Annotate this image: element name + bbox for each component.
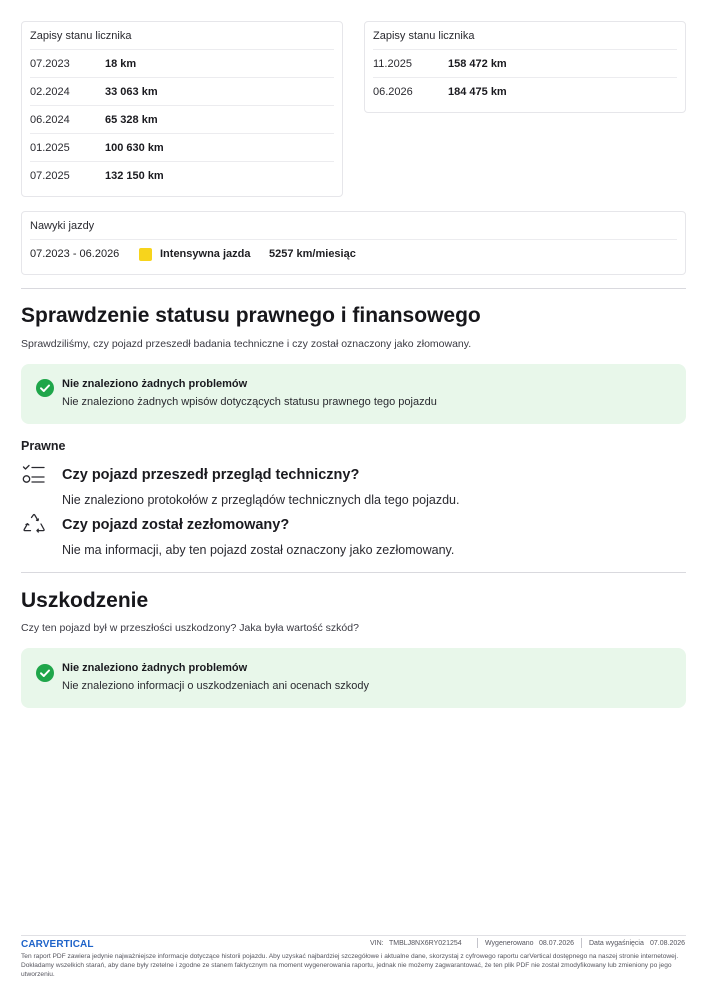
damage-ok-banner: [21, 648, 686, 708]
scrapped-question: Czy pojazd został zezłomowany?: [62, 517, 290, 533]
odometer-row: [30, 134, 334, 162]
record-date: 11.2025: [373, 57, 412, 70]
legal-ok-banner: [21, 364, 686, 424]
record-value: 184 475 km: [448, 86, 507, 98]
record-value: 65 328 km: [105, 113, 158, 126]
vin-value: TMBLJ8NX6RY021254: [389, 940, 462, 947]
expiry-label: Data wygaśnięcia: [589, 940, 644, 947]
odometer-row: [373, 78, 677, 106]
record-value: 33 063 km: [105, 85, 158, 98]
record-date: 06.2024: [30, 113, 70, 126]
ok-title: Nie znaleziono żadnych problemów: [62, 662, 248, 674]
odometer-row: [30, 78, 334, 106]
record-date: 06.2026: [373, 86, 413, 98]
damage-section-subtitle: Czy ten pojazd był w przeszłości uszkodzony? Jaka była wartość szkód?: [21, 622, 359, 634]
section-divider: [21, 288, 686, 289]
damage-section-heading: Uszkodzenie: [21, 589, 149, 612]
record-value: 18 km: [105, 57, 137, 70]
recycle-icon: [22, 513, 46, 537]
vin-label: VIN:: [370, 940, 384, 947]
checklist-icon: [22, 463, 46, 487]
record-date: 02.2024: [30, 85, 70, 98]
generated-label: Wygenerowano: [485, 940, 534, 947]
driving-style: Intensywna jazda: [160, 248, 251, 260]
intensity-indicator: [139, 248, 152, 261]
inspection-question: Czy pojazd przeszedł przegląd techniczny?: [62, 467, 360, 483]
generated-date: 08.07.2026: [539, 940, 575, 947]
record-value: 158 472 km: [448, 57, 507, 70]
odometer-records-card-right: [364, 21, 686, 113]
ok-text: Nie znaleziono informacji o uszkodzeniach ani ocenach szkody: [62, 680, 369, 692]
inspection-answer: Nie znaleziono protokołów z przeglądów technicznych dla tego pojazdu.: [62, 493, 460, 507]
scrapped-answer: Nie ma informacji, aby ten pojazd został oznaczony jako zezłomowany.: [62, 543, 455, 557]
record-date: 01.2025: [30, 141, 70, 154]
driving-habits-card: [21, 211, 686, 275]
odometer-row: [373, 50, 677, 78]
record-date: 07.2025: [30, 170, 70, 182]
section-divider: [21, 572, 686, 573]
footer-disclaimer: Ten raport PDF zawiera jedynie najważniejsze informacje dotyczące historii pojazdu. Aby uzyskać najbardziej szczegółowe i aktualne dane, skorzystaj z cyfrowego raportu carVertical dostępnego na naszej stronie internetowej. Dokładamy wszelkich starań, aby dane były rzetelne i zgodne ze stanem faktycznym na moment wygenerowania raportu, jednak nie możemy zagwarantować, że ten plik PDF nie został zmodyfikowany lub zmieniony po jego utworzeniu.: [21, 953, 679, 978]
expiry-date: 07.08.2026: [650, 940, 686, 947]
footer-separator: [477, 938, 478, 948]
ok-title: Nie znaleziono żadnych problemów: [62, 378, 248, 390]
record-date: 07.2023: [30, 57, 70, 70]
record-value: 132 150 km: [105, 170, 164, 182]
odometer-records-card-left: [21, 21, 343, 197]
monthly-mileage: 5257 km/miesiąc: [269, 248, 356, 260]
odometer-row: [30, 106, 334, 134]
legal-section-heading: Sprawdzenie statusu prawnego i finansowego: [21, 304, 481, 327]
odometer-row: [30, 50, 334, 78]
footer-separator: [581, 938, 582, 948]
card-title: Zapisy stanu licznika: [373, 22, 677, 50]
footer-divider: [21, 935, 686, 936]
odometer-row: [30, 162, 334, 190]
card-title: Nawyki jazdy: [30, 212, 677, 240]
habits-range: 07.2023 - 06.2026: [30, 248, 120, 260]
legal-subsection-label: Prawne: [21, 439, 66, 453]
ok-text: Nie znaleziono żadnych wpisów dotyczących statusu prawnego tego pojazdu: [62, 396, 437, 408]
card-title: Zapisy stanu licznika: [30, 22, 334, 50]
check-circle-icon: [36, 379, 54, 397]
record-value: 100 630 km: [105, 141, 164, 154]
legal-section-subtitle: Sprawdziliśmy, czy pojazd przeszedł badania techniczne i czy został oznaczony jako złomowany.: [21, 338, 472, 350]
carvertical-logo: CARVERTICAL: [21, 939, 94, 950]
check-circle-icon: [36, 664, 54, 682]
habits-row: [30, 240, 677, 268]
